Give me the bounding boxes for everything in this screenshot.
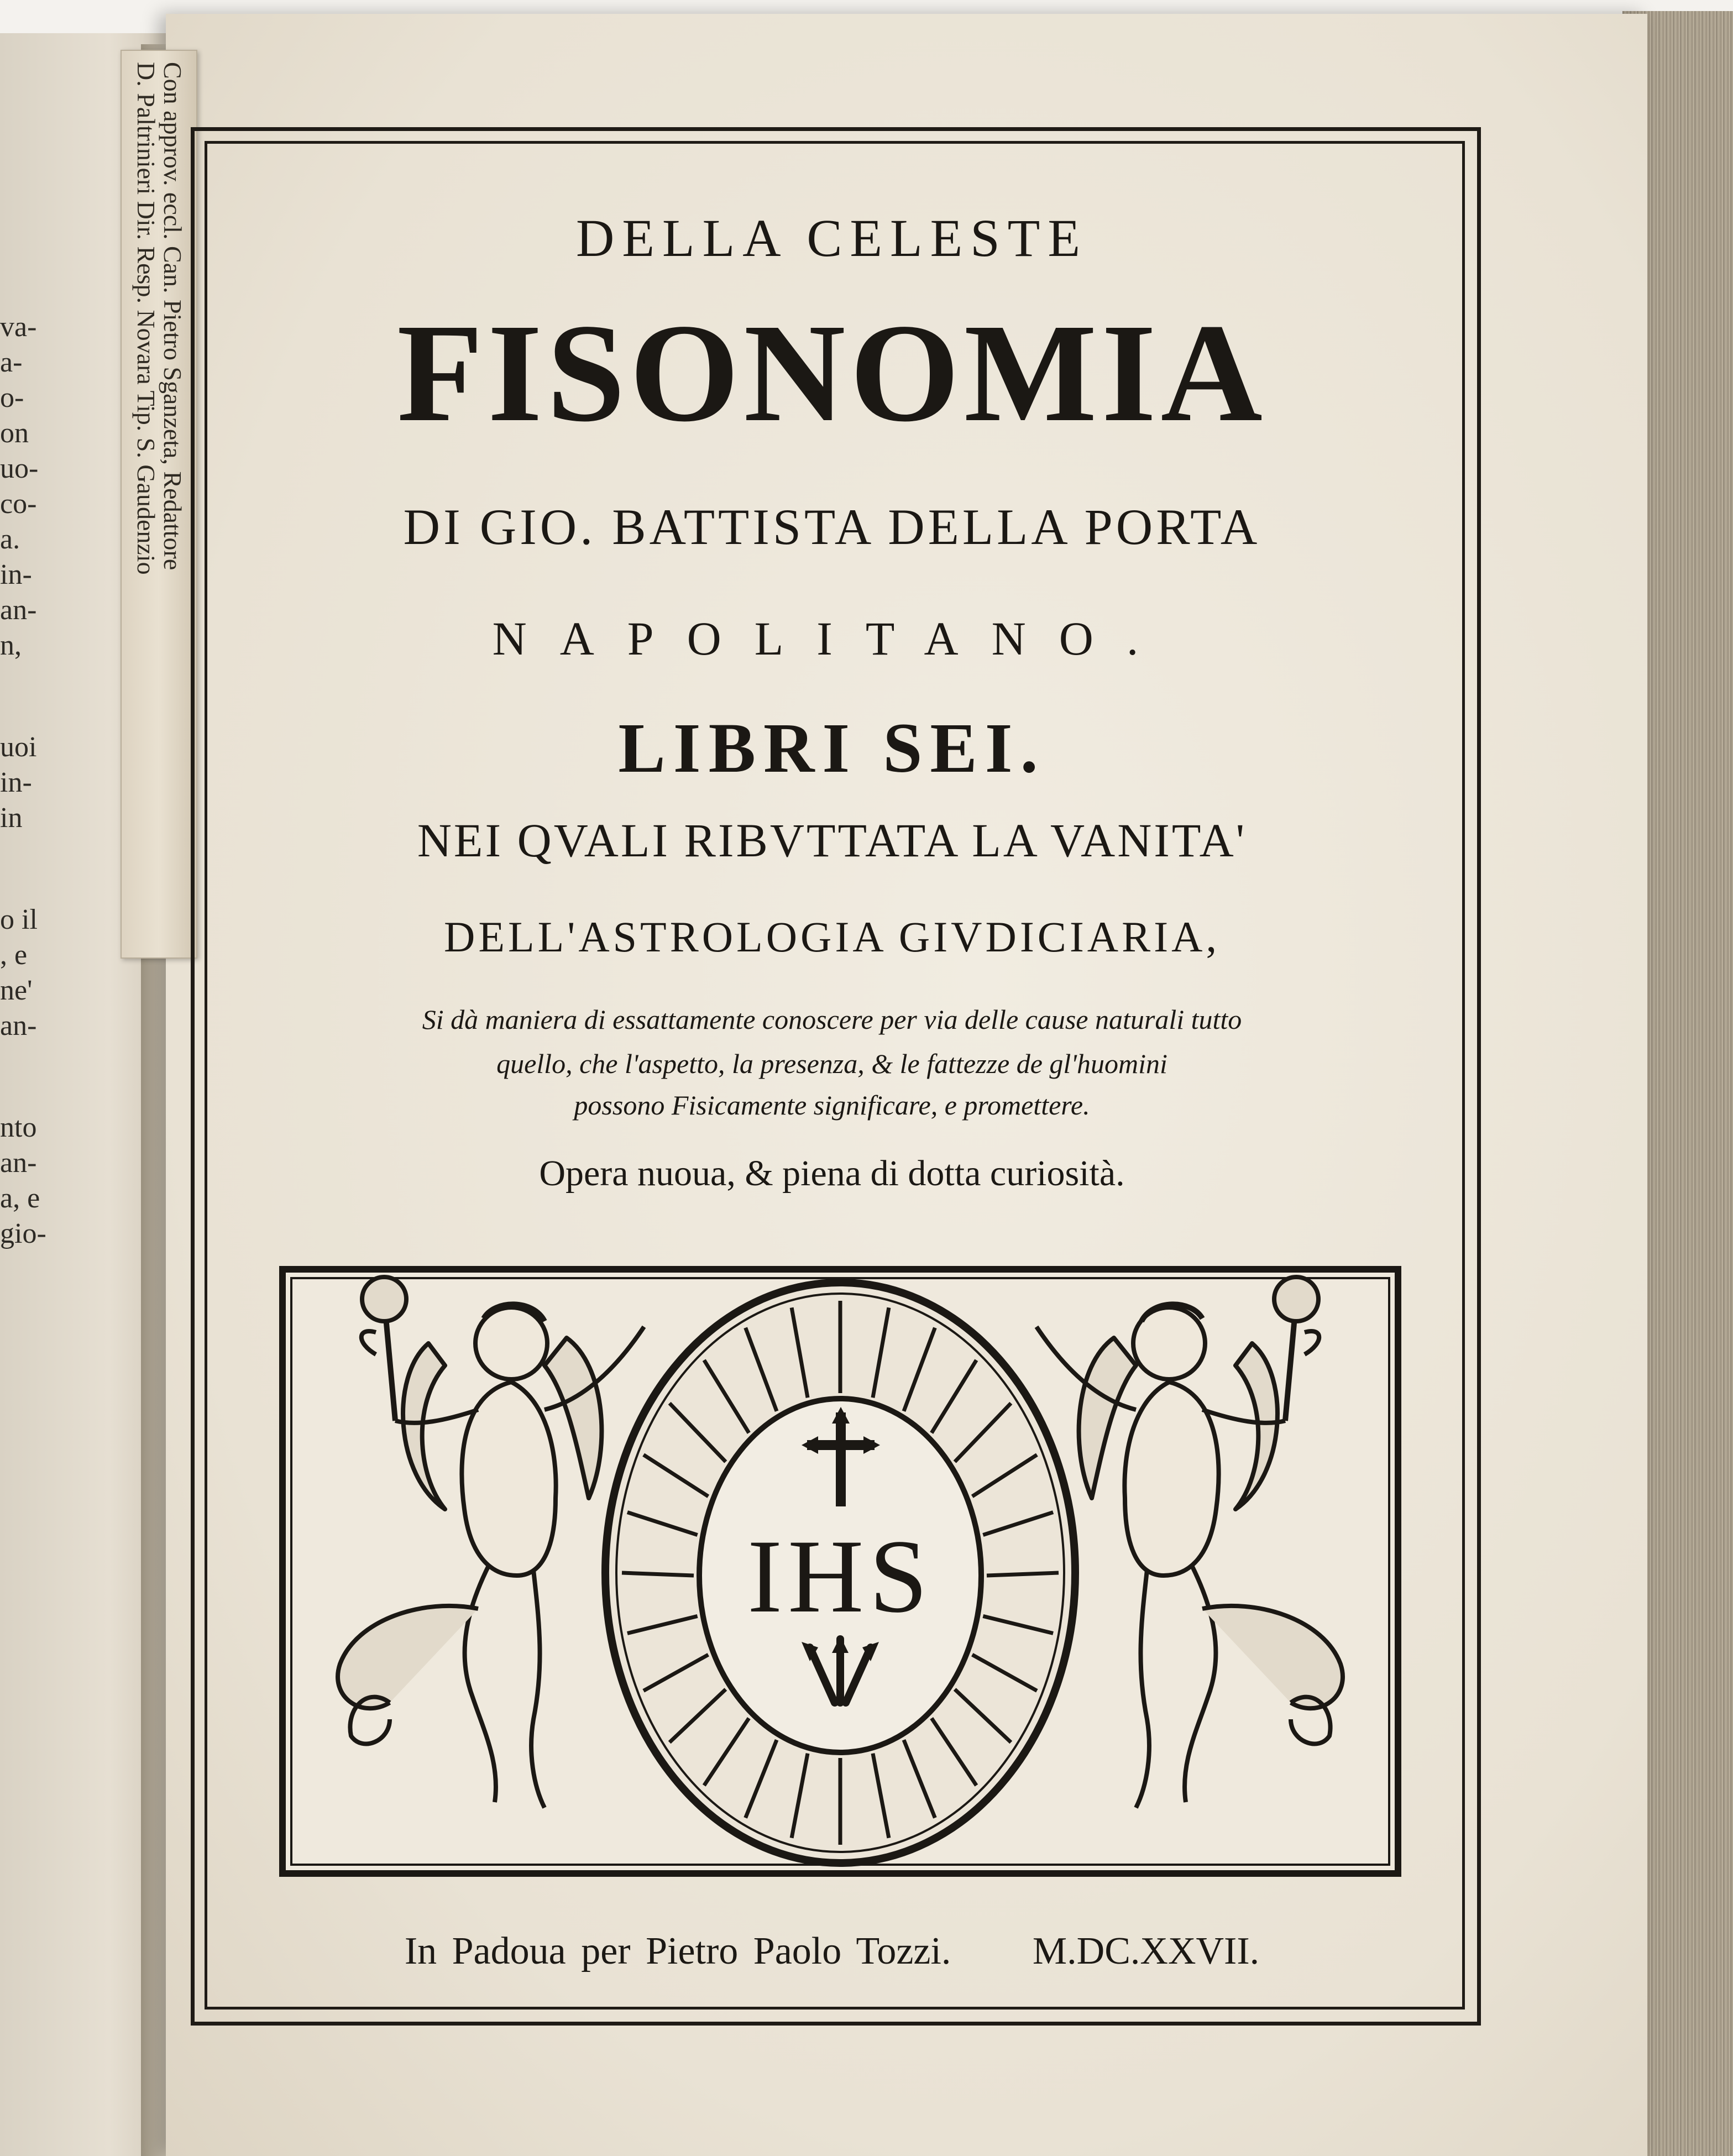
slip-line-1: Con approv. eccl. Can. Pietro Sganzeta, Redattore: [159, 62, 187, 571]
printer-imprint: In Padoua per Pietro Paolo Tozzi.: [404, 1930, 951, 1972]
left-page-fragment: an-: [0, 594, 37, 626]
left-page-fragment: co-: [0, 488, 37, 520]
left-page-text-fragments: [0, 310, 55, 1252]
left-page-fragment: in-: [0, 767, 32, 798]
left-page-fragment: an-: [0, 1147, 37, 1179]
sunburst-ray: [987, 1573, 1059, 1576]
left-page-fragment: o il: [0, 904, 38, 935]
main-title: FISONOMIA: [397, 295, 1267, 451]
slip-text: [133, 62, 186, 575]
ihs-monogram: IHS: [747, 1519, 934, 1635]
left-page-fragment: a, e: [0, 1182, 40, 1214]
left-page-fragment: an-: [0, 1010, 37, 1042]
opera-line: Opera nuoua, & piena di dotta curiosità.: [539, 1153, 1125, 1194]
left-page-fragment: nto: [0, 1112, 37, 1143]
left-page-fragment: uo-: [0, 453, 39, 484]
ihs-woodcut-emblem: [279, 1266, 1401, 1877]
left-page-fragment: ne': [0, 975, 33, 1006]
subtitle-line-1: NEI QVALI RIBVTTATA LA VANITA': [417, 814, 1247, 867]
left-page-fragment: a.: [0, 524, 20, 555]
approval-slip: [121, 50, 197, 959]
author-line: DI GIO. BATTISTA DELLA PORTA: [403, 499, 1261, 555]
slip-line-2: D. Paltrinieri Dir. Resp. Novara Tip. S. Gaudenzio: [132, 62, 160, 575]
sunburst-ray: [622, 1573, 694, 1576]
left-page-fragment: , e: [0, 939, 28, 971]
author-origin: NAPOLITANO.: [492, 612, 1172, 665]
left-page-fragment: on: [0, 417, 29, 449]
left-page-fragment: in-: [0, 559, 32, 590]
description-line-3: possono Fisicamente significare, e promettere.: [574, 1090, 1090, 1121]
description-line-2: quello, che l'aspetto, la presenza, & le fattezze de gl'huomini: [496, 1048, 1167, 1079]
title-line-della-celeste: DELLA CELESTE: [576, 208, 1088, 268]
imprint-line: [210, 1929, 1454, 1974]
description-line-1: Si dà maniera di essattamente conoscere per via delle cause naturali tutto: [422, 1004, 1242, 1035]
books-count: LIBRI SEI.: [618, 709, 1046, 787]
publication-year: M.DC.XXVII.: [1032, 1930, 1260, 1972]
left-page-fragment: a-: [0, 347, 23, 378]
left-page-fragment: va-: [0, 311, 37, 343]
left-page-fragment: o-: [0, 382, 24, 414]
left-page-fragment: n,: [0, 630, 22, 661]
subtitle-line-2: DELL'ASTROLOGIA GIVDICIARIA,: [444, 913, 1220, 961]
left-page-fragment: uoi: [0, 731, 37, 763]
left-page-fragment: gio-: [0, 1218, 46, 1249]
left-page-fragment: in: [0, 802, 23, 834]
